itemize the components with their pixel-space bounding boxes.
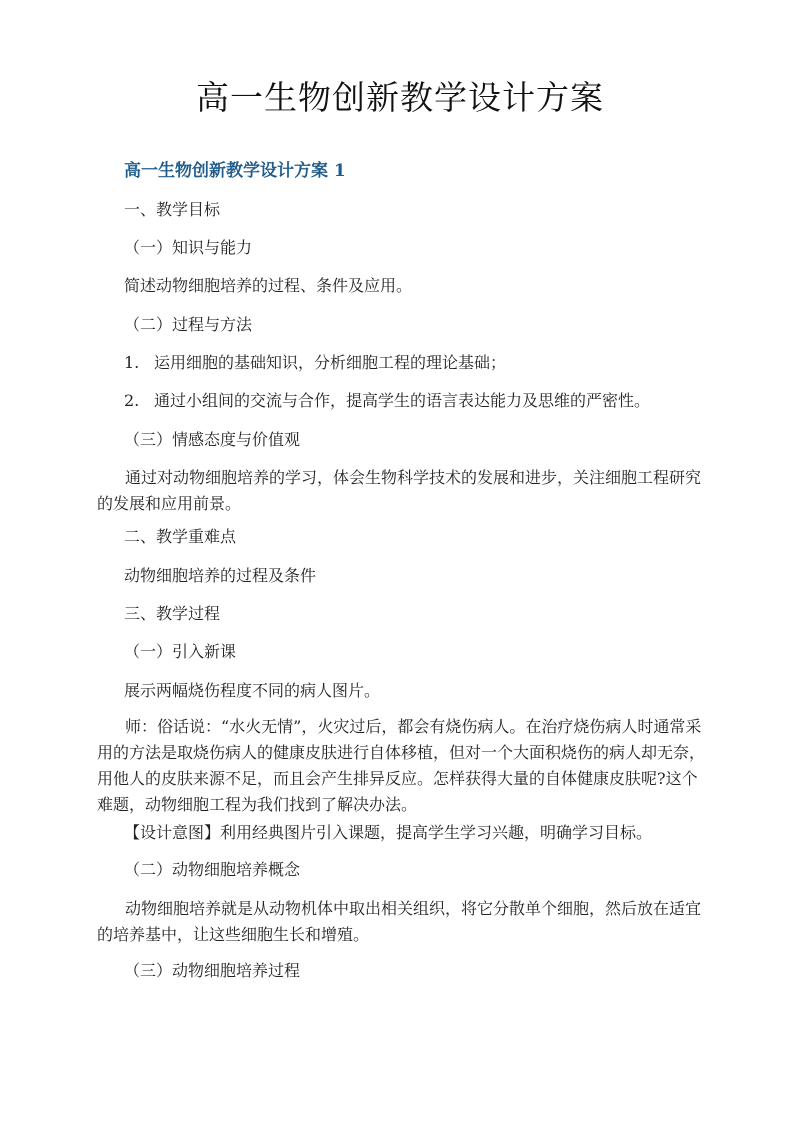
subheading-knowledge: （一）知识与能力 — [124, 238, 253, 257]
concept-text: 动物细胞培养就是从动物机体中取出相关组织，将它分散单个细胞，然后放在适宜的培养基中，让这些细胞生长和增殖。 — [97, 899, 702, 944]
key-points-text: 动物细胞培养的过程及条件 — [124, 566, 317, 585]
subheading-concept: （二）动物细胞培养概念 — [124, 860, 301, 879]
heading-teaching-process: 三、教学过程 — [124, 604, 221, 623]
list-number: 1. — [124, 353, 140, 372]
heading-key-points: 二、教学重难点 — [124, 527, 237, 546]
introduction-text: 展示两幅烧伤程度不同的病人图片。 — [124, 681, 381, 700]
document-title: 高一生物创新教学设计方案 — [196, 78, 604, 117]
list-text: 通过小组间的交流与合作，提高学生的语言表达能力及思维的严密性。 — [154, 391, 651, 410]
teacher-dialogue: 师：俗话说：“水火无情”，火灾过后，都会有烧伤病人。在治疗烧伤病人时通常采用的方法是取烧伤病人的健康皮肤进行自体移植，但对一个大面积烧伤的病人却无奈，用他人的皮肤来源不足，而且会产生排异反应。怎样获得大量的自体健康皮肤呢?这个难题，动物细胞工程为我们找到了解决办法。 — [97, 717, 706, 814]
list-number: 2. — [124, 391, 140, 410]
list-item — [124, 388, 650, 414]
subheading-introduction: （一）引入新课 — [124, 642, 237, 661]
design-intent: 【设计意图】利用经典图片引入课题，提高学生学习兴趣，明确学习目标。 — [124, 823, 653, 842]
knowledge-text: 简述动物细胞培养的过程、条件及应用。 — [124, 276, 413, 295]
list-text: 运用细胞的基础知识，分析细胞工程的理论基础； — [154, 353, 507, 372]
heading-teaching-goals: 一、教学目标 — [124, 200, 221, 219]
subheading-process: （二）过程与方法 — [124, 315, 253, 334]
section-subtitle: 高一生物创新教学设计方案 1 — [124, 161, 346, 181]
subheading-attitude: （三）情感态度与价值观 — [124, 430, 301, 449]
subheading-culture-process: （三）动物细胞培养过程 — [124, 961, 301, 980]
attitude-text: 通过对动物细胞培养的学习，体会生物科学技术的发展和进步，关注细胞工程研究的发展和应用前景。 — [97, 468, 702, 513]
list-item — [124, 350, 506, 376]
